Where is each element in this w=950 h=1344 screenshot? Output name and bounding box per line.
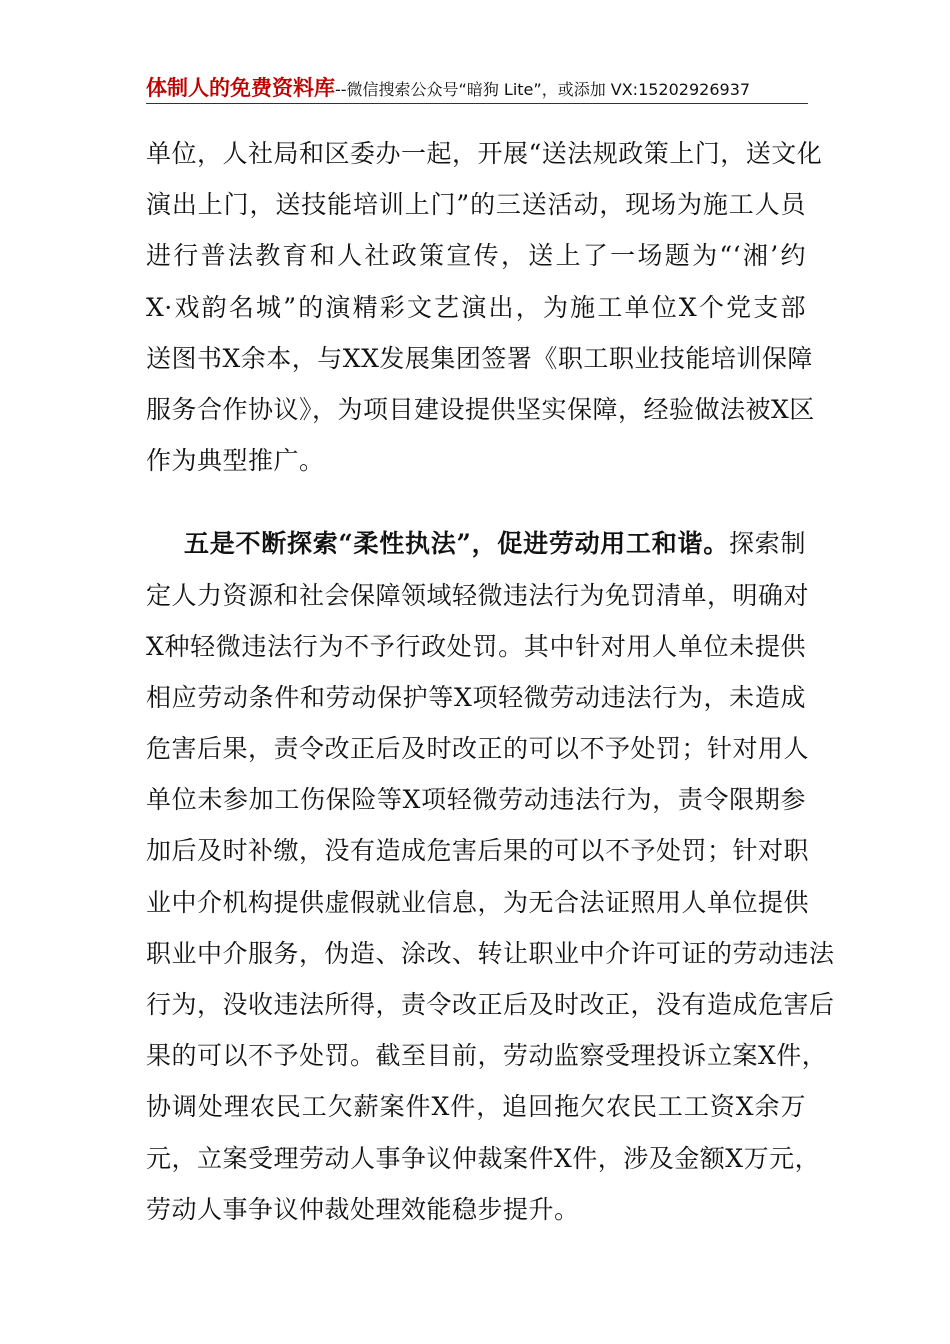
text-line: 相应劳动条件和劳动保护等X项轻微劳动违法行为，未造成: [146, 682, 806, 712]
text-line: X·戏韵名城”的演精彩文艺演出，为施工单位X个党支部: [146, 292, 806, 322]
header-brand: 体制人的免费资料库: [146, 76, 335, 100]
paragraph-2-first-line: [146, 518, 806, 569]
text-line: 协调处理农民工欠薪案件X件，追回拖欠农民工工资X余万: [146, 1092, 806, 1122]
text-line: 危害后果，责令改正后及时改正的可以不予处罚；针对用人: [146, 734, 810, 764]
text-line: X种轻微违法行为不予行政处罚。其中针对用人单位未提供: [146, 631, 806, 661]
text-line: 单位，人社局和区委办一起，开展“送法规政策上门，送文化: [146, 139, 823, 168]
header-subtitle: --微信搜索公众号“暗狗 Lite”，或添加 VX:15202926937: [335, 80, 751, 99]
text-line: 元，立案受理劳动人事争议仲裁案件X件，涉及金额X万元，: [146, 1143, 821, 1173]
document-body: [146, 128, 835, 1235]
header-divider: [146, 103, 808, 104]
text-line: 服务合作协议》，为项目建设提供坚实保障，经验做法被X区: [146, 394, 815, 424]
text-line: 职业中介服务，伪造、涂改、转让职业中介许可证的劳动违法: [146, 938, 835, 968]
page-header: [146, 72, 806, 106]
paragraph-heading: 五是不断探索“柔性执法”，促进劳动用工和谐。: [184, 529, 730, 559]
text-fragment: 探索制: [729, 529, 806, 559]
text-line: 加后及时补缴，没有造成危害后果的可以不予处罚；针对职: [146, 836, 810, 866]
text-line: 演出上门，送技能培训上门”的三送活动，现场为施工人员: [146, 190, 806, 220]
paragraph-1: [146, 128, 823, 486]
text-line: 进行普法教育和人社政策宣传，送上了一场题为“‘湘’约: [146, 241, 806, 271]
paragraph-2: [146, 518, 835, 1235]
text-line: 送图书X余本，与XX发展集团签署《职工职业技能培训保障: [146, 343, 813, 373]
text-line: 业中介机构提供虚假就业信息，为无合法证照用人单位提供: [146, 887, 810, 917]
text-line: 作为典型推广。: [146, 446, 325, 476]
text-line: 单位未参加工伤保险等X项轻微劳动违法行为，责令限期参: [146, 785, 806, 815]
text-line: 行为，没收违法所得，责令改正后及时改正，没有造成危害后: [146, 990, 835, 1019]
text-line: 劳动人事争议仲裁处理效能稳步提升。: [146, 1194, 580, 1224]
paragraph-gap: [146, 486, 806, 518]
text-line: 定人力资源和社会保障领域轻微违法行为免罚清单，明确对: [146, 580, 810, 610]
text-line: 果的可以不予处罚。截至目前，劳动监察受理投诉立案X件，: [146, 1041, 828, 1071]
